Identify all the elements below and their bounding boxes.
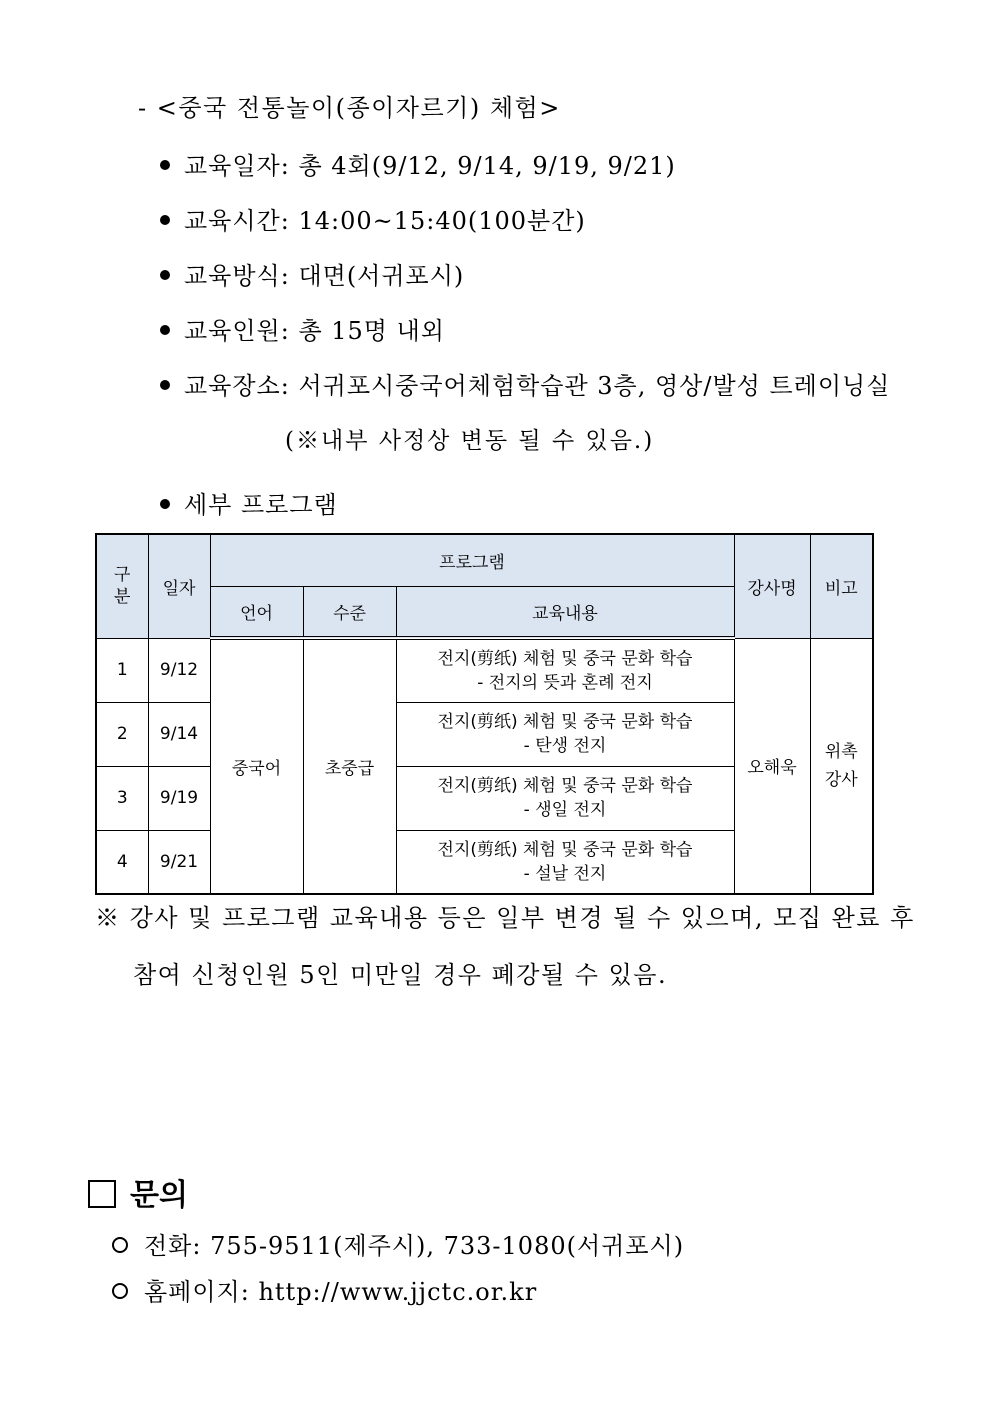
cell-remarks [810,638,873,894]
bullet-education-time [160,201,586,236]
bullet-text: 교육시간: 14:00~15:40(100분간) [184,207,586,235]
row-no: 3 [96,766,148,830]
content-line1: 전지(剪纸) 체험 및 중국 문화 학습 [437,776,693,796]
bullet-program-heading [160,485,338,520]
bullet-dot-icon [160,215,170,225]
contact-heading [88,1170,188,1214]
content-line2: - 전지의 뜻과 혼례 전지 [477,672,653,693]
row-date: 9/14 [148,702,210,766]
row-content [396,766,734,830]
bullet-dot-icon [160,270,170,280]
bullet-text: 교육방식: 대면(서귀포시) [184,262,465,290]
row-date: 9/12 [148,638,210,702]
cell-level: 초중급 [303,638,396,894]
remarks-line1: 위촉 [824,741,858,762]
row-no: 2 [96,702,148,766]
circle-bullet-icon [112,1283,128,1299]
header-language: 언어 [210,586,303,638]
header-instructor: 강사명 [734,534,810,638]
section-title: - <중국 전통놀이(종이자르기) 체험> [138,94,561,122]
content-line1: 전지(剪纸) 체험 및 중국 문화 학습 [437,712,693,732]
row-content [396,638,734,702]
contact-phone-text: 전화: 755-9511(제주시), 733-1080(서귀포시) [144,1232,685,1260]
cell-instructor: 오해욱 [734,638,810,894]
bullet-education-location [160,366,890,401]
bullet-text: 교육인원: 총 15명 내외 [184,317,445,345]
bullet-education-date [160,146,676,181]
row-content [396,702,734,766]
bullet-text: 세부 프로그램 [184,491,338,519]
bullet-education-capacity [160,311,445,346]
header-date: 일자 [148,534,210,638]
notice-line1: ※ 강사 및 프로그램 교육내용 등은 일부 변경 될 수 있으며, 모집 완료 후 [95,904,915,932]
header-remarks: 비고 [810,534,873,638]
content-line2: - 생일 전지 [523,800,607,820]
cell-language: 중국어 [210,638,303,894]
header-content: 교육내용 [396,586,734,638]
row-no: 1 [96,638,148,702]
contact-homepage [112,1272,537,1307]
row-no: 4 [96,830,148,894]
content-line1: 전지(剪纸) 체험 및 중국 문화 학습 [437,648,693,669]
program-table [95,533,874,895]
checkbox-square-icon [88,1180,116,1208]
row-date: 9/19 [148,766,210,830]
header-level: 수준 [303,586,396,638]
bullet-dot-icon [160,160,170,170]
contact-phone [112,1226,684,1261]
bullet-dot-icon [160,325,170,335]
notice-line2: 참여 신청인원 5인 미만일 경우 폐강될 수 있음. [133,961,668,989]
table-row [96,638,873,702]
remarks-line2: 강사 [824,769,858,790]
content-line2: - 설날 전지 [523,863,607,884]
bullet-text: 교육장소: 서귀포시중국어체험학습관 3층, 영상/발성 트레이닝실 [184,372,891,400]
content-line2: - 탄생 전지 [523,736,607,756]
bullet-dot-icon [160,499,170,509]
header-gubun: 구 분 [96,534,148,638]
contact-heading-text: 문의 [130,1178,188,1213]
header-program: 프로그램 [210,534,734,586]
row-content [396,830,734,894]
location-note: (※내부 사정상 변동 될 수 있음.) [285,428,655,454]
bullet-dot-icon [160,380,170,390]
contact-homepage-text: 홈페이지: http://www.jjctc.or.kr [144,1278,538,1306]
row-date: 9/21 [148,830,210,894]
bullet-text: 교육일자: 총 4회(9/12, 9/14, 9/19, 9/21) [184,152,676,180]
circle-bullet-icon [112,1237,128,1253]
content-line1: 전지(剪纸) 체험 및 중국 문화 학습 [437,839,693,860]
bullet-education-method [160,256,464,291]
